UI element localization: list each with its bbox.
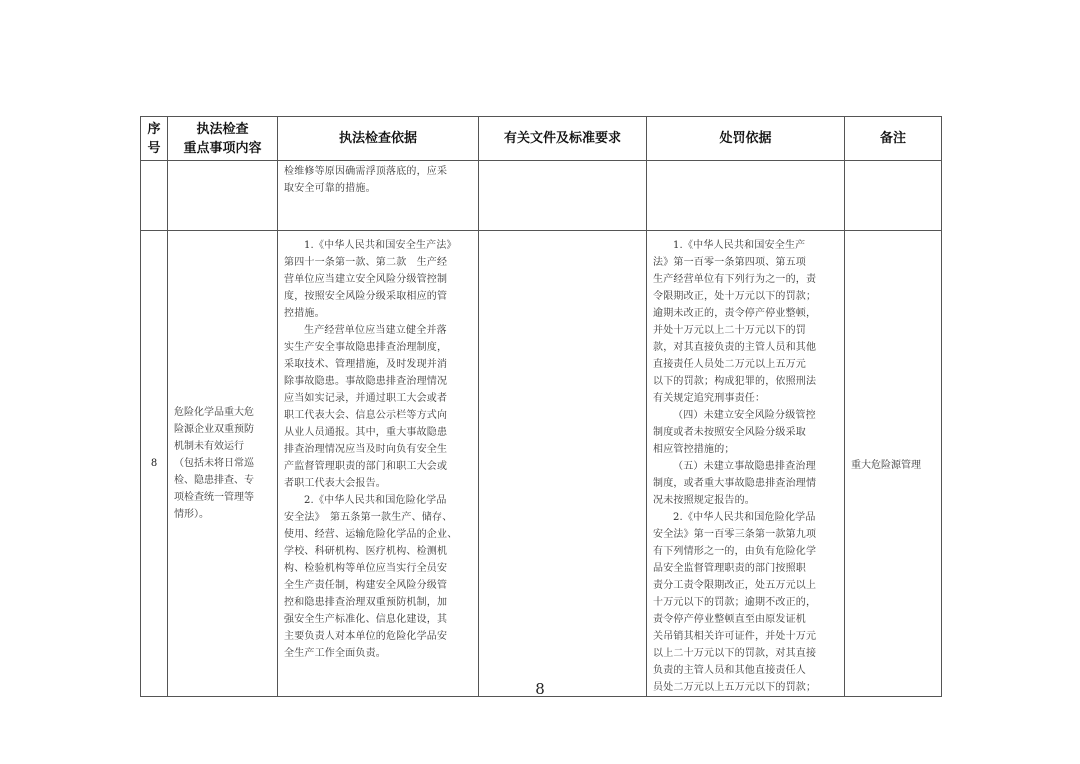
header-documents: 有关文件及标准要求 [479,117,647,161]
penalty-paragraph-1: 1.《中华人民共和国安全生产 法》第一百零一条第四项、第五项 生产经营单位有下列行为之一的，责 令限期改正，处十万元以下的罚款； 逾期未改正的，责令停产停业整顿， 并处十万元以上二十万元以下的罚 款，对其直接负责的主管人员和其他 直接责任人员处二万元以上五万元 以下的罚款；构成犯罪的，依照刑法 有关规定追究刑事责任： [653,240,817,404]
cont-documents-cell [479,161,647,231]
basis-paragraph-3: 2.《中华人民共和国危险化学品 安全法》 第五条第一款生产、储存、 使用、经营、运输危险化学品的企业、 学校、科研机构、医疗机构、检测机 构、检验机构等单位应当实行全员安 全生产责任制，构建安全风险分级管 控和隐患排查治理双重预防机制，加 强安全生产标准化、信息化建设，其 主要负责人对本单位的危险化学品安 全生产工作全面负责。 [284,495,458,659]
cont-seq-cell [141,161,168,231]
item-remarks-cell [845,231,942,697]
penalty-paragraph-4: 2.《中华人民共和国危险化学品 安全法》第一百零三条第一款第九项 有下列情形之一的，由负有危险化学 品安全监督管理职责的部门按照职 责分工责令限期改正，处五万元以上 十万元以下的罚款；逾期不改正的， 责令停产停业整顿直至由原发证机 关吊销其相关许可证件，并处十万元 以上二十万元以下的罚款，对其直接 负责的主管人员和其他直接责任人 员处二万元以上五万元以下的罚款； [653,512,817,693]
item-number-cell [141,231,168,697]
header-remarks: 备注 [845,117,942,161]
header-seq: 序 号 [141,117,168,161]
penalty-paragraph-3: （五）未建立事故隐患排查治理 制度，或者重大事故隐患排查治理情 况未按照规定报告的。 [653,461,817,506]
item-focus-cell [168,231,278,697]
table-row-continuation [141,161,942,231]
item-focus-text: 危险化学品重大危 险源企业双重预防 机制未有效运行 （包括未将日常巡 检、隐患排查、专 项检查统一管理等 情形）。 [174,407,254,520]
item-documents-cell [479,231,647,697]
table-header-row [141,117,942,161]
cont-penalty-cell [647,161,845,231]
basis-paragraph-2: 生产经营单位应当建立健全并落 实生产安全事故隐患排查治理制度， 采取技术、管理措施，及时发现并消 除事故隐患。事故隐患排查治理情况 应当如实记录，并通过职工大会或者 职工代表大会、信息公示栏等方式向 从业人员通报。其中，重大事故隐患 排查治理情况应当及时向负有安全生 产监督管理职责的部门和职工大会或 者职工代表大会报告。 [284,325,448,489]
page-number: 8 [535,680,545,698]
cont-basis-text: 检维修等原因确需浮顶落底的，应采 取安全可靠的措施。 [284,166,448,194]
header-penalty: 处罚依据 [647,117,845,161]
enforcement-table [140,116,942,697]
cont-focus-cell [168,161,278,231]
item-basis-cell [278,231,479,697]
basis-paragraph-1: 1.《中华人民共和国安全生产法》 第四十一条第一款、第二款 生产经 营单位应当建立安全风险分级管控制 度，按照安全风险分级采取相应的管 控措施。 [284,240,457,319]
cont-basis-cell [278,161,479,231]
table-row-item-8 [141,231,942,697]
item-remark-text: 重大危险源管理 [851,460,921,471]
cont-remarks-cell [845,161,942,231]
header-basis: 执法检查依据 [278,117,479,161]
item-number: 8 [150,458,158,469]
penalty-paragraph-2: （四）未建立安全风险分级管控 制度或者未按照安全风险分级采取 相应管控措施的； [653,410,816,455]
header-focus: 执法检查 重点事项内容 [168,117,278,161]
item-penalty-cell [647,231,845,697]
